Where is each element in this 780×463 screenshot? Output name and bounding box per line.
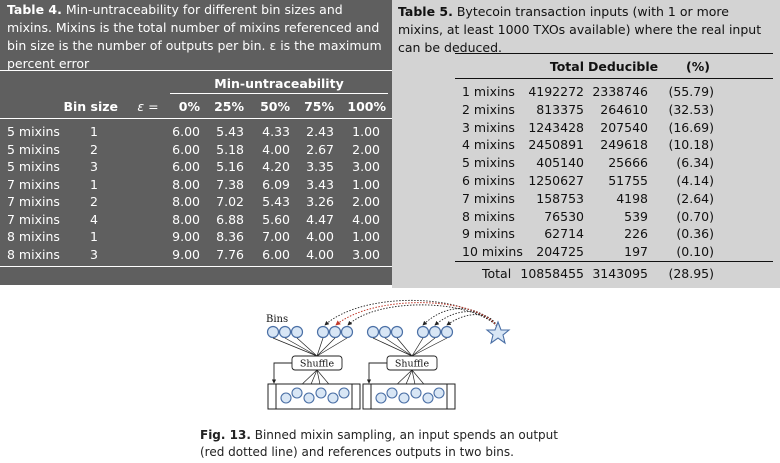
pool-output-node (304, 393, 314, 403)
row-mixins: 5 mixins (7, 124, 60, 139)
table-5-col-pct: (%) (686, 59, 710, 74)
bin-output-node (342, 327, 353, 338)
loop-line (369, 363, 387, 383)
row-val: 4.47 (306, 211, 334, 227)
total-deducible: 3143095 (592, 266, 648, 281)
reference-arc (423, 309, 497, 326)
row-deducible: 197 (624, 244, 648, 260)
row-val: 6.00 (262, 246, 290, 262)
row-label: 8 mixins (462, 208, 515, 224)
total-label: Total (482, 266, 512, 281)
row-pct: (55.79) (668, 84, 714, 99)
bin-output-node (430, 327, 441, 338)
row-deducible: 4198 (616, 190, 648, 206)
fan-line (273, 338, 317, 356)
pool-output-node (339, 388, 349, 398)
row-deducible: 2338746 (592, 84, 648, 99)
row-val: 7.76 (216, 246, 244, 262)
row-label: 2 mixins (462, 101, 515, 117)
row-total: 158753 (536, 190, 584, 206)
figure-13-caption (200, 427, 580, 461)
bin-output-node (280, 327, 291, 338)
row-deducible: 25666 (608, 155, 648, 171)
fan-line (412, 338, 435, 356)
pool-output-node (292, 388, 302, 398)
row-pct: (32.53) (668, 101, 714, 117)
total-pct: (28.95) (668, 266, 714, 281)
figure-13-diagram (262, 292, 522, 417)
reference-arc (348, 305, 497, 326)
row-mixins: 7 mixins (7, 211, 60, 227)
table-4-col-pct: 100% (347, 99, 386, 114)
shuffle-label: Shuffle (299, 358, 335, 370)
fan-line (297, 338, 317, 356)
row-pct: (2.64) (676, 190, 714, 206)
bin-output-node (292, 327, 303, 338)
row-val: 4.00 (352, 211, 380, 227)
row-val: 7.38 (216, 176, 244, 192)
pool-output-node (399, 393, 409, 403)
row-total: 204725 (536, 244, 584, 260)
row-val: 5.16 (216, 159, 244, 174)
row-total: 76530 (544, 208, 584, 224)
pool-output-node (434, 388, 444, 398)
row-val: 2.00 (352, 194, 380, 209)
row-val: 6.00 (172, 141, 200, 157)
row-label: 10 mixins (462, 244, 523, 260)
table-5-col-total: Total (549, 59, 584, 74)
bin-output-node (418, 327, 429, 338)
row-label: 3 mixins (462, 119, 515, 135)
table-4-col-pct: 0% (178, 99, 200, 114)
table-4-col-pct: 75% (304, 99, 334, 114)
row-val: 6.88 (216, 211, 244, 227)
row-mixins: 8 mixins (7, 229, 60, 244)
row-bin: 1 (90, 176, 98, 192)
pool-output-node (387, 388, 397, 398)
bins-label: Bins (266, 314, 289, 325)
row-val: 2.67 (306, 141, 334, 157)
bin-output-node (380, 327, 391, 338)
table-5-total-rule (455, 261, 773, 262)
table-4-col-pct: 50% (260, 99, 290, 114)
table-4-caption-text: Min-untraceability for different bin sizes and mixins. Mixins is the total number of mixins referenced and bin size is the number of outputs per bin. ε is the maximum percent error (7, 2, 382, 71)
shuffle-label: Shuffle (394, 358, 430, 370)
row-mixins: 8 mixins (7, 246, 60, 262)
fan-line (285, 338, 317, 356)
row-val: 4.20 (262, 159, 290, 174)
row-deducible: 249618 (600, 137, 648, 153)
row-label: 6 mixins (462, 173, 515, 188)
row-val: 3.35 (306, 159, 334, 174)
row-val: 6.00 (172, 159, 200, 174)
pool-output-node (281, 393, 291, 403)
input-star (487, 322, 509, 343)
row-bin: 4 (90, 211, 98, 227)
row-val: 2.00 (352, 141, 380, 157)
table-4-top-rule (0, 70, 392, 71)
bin-output-node (318, 327, 329, 338)
pool-output-node (376, 393, 386, 403)
row-val: 9.00 (172, 246, 200, 262)
pool-output-node (316, 388, 326, 398)
table-4-col-eps: ε = (137, 99, 159, 114)
bin-output-node (330, 327, 341, 338)
row-label: 1 mixins (462, 84, 515, 99)
row-pct: (4.14) (676, 173, 714, 188)
row-label: 9 mixins (462, 226, 515, 242)
fan-line (373, 338, 412, 356)
row-val: 9.00 (172, 229, 200, 244)
figure-13-caption-label: Fig. 13. (200, 428, 251, 442)
pool-output-node (328, 393, 338, 403)
table-4-group-header: Min-untraceability (214, 76, 344, 91)
row-total: 1250627 (528, 173, 584, 188)
row-label: 4 mixins (462, 137, 515, 153)
table-5-caption-label: Table 5. (398, 4, 453, 19)
row-total: 813375 (536, 101, 584, 117)
bin-output-node (368, 327, 379, 338)
row-total: 4192272 (528, 84, 584, 99)
bin-output-node (392, 327, 403, 338)
row-val: 3.43 (306, 176, 334, 192)
row-val: 6.09 (262, 176, 290, 192)
row-val: 6.00 (172, 124, 200, 139)
row-pct: (10.18) (668, 137, 714, 153)
row-val: 3.00 (352, 159, 380, 174)
row-deducible: 226 (624, 226, 648, 242)
fan-line (385, 338, 412, 356)
row-pct: (6.34) (676, 155, 714, 171)
row-val: 1.00 (352, 124, 380, 139)
row-mixins: 5 mixins (7, 141, 60, 157)
row-val: 4.00 (262, 141, 290, 157)
row-mixins: 7 mixins (7, 176, 60, 192)
table-4-col-pct: 25% (214, 99, 244, 114)
row-bin: 1 (90, 124, 98, 139)
bin-output-node (268, 327, 279, 338)
row-val: 8.00 (172, 194, 200, 209)
table-4-caption-label: Table 4. (7, 2, 62, 17)
row-mixins: 7 mixins (7, 194, 60, 209)
row-total: 405140 (536, 155, 584, 171)
row-val: 4.00 (306, 246, 334, 262)
row-pct: (16.69) (668, 119, 714, 135)
row-label: 7 mixins (462, 190, 515, 206)
row-bin: 1 (90, 229, 98, 244)
row-mixins: 5 mixins (7, 159, 60, 174)
table-5-top-rule (455, 53, 773, 54)
row-bin: 3 (90, 246, 98, 262)
figure-13-caption-text: Binned mixin sampling, an input spends an output (red dotted line) and references outputs in two bins. (200, 428, 558, 459)
row-val: 5.60 (262, 211, 290, 227)
row-val: 4.00 (306, 229, 334, 244)
pool-output-node (423, 393, 433, 403)
row-deducible: 264610 (600, 101, 648, 117)
table-4-group-rule (170, 93, 388, 94)
table-4-bottom-rule (0, 266, 392, 267)
row-val: 8.36 (216, 229, 244, 244)
row-val: 5.43 (216, 124, 244, 139)
row-val: 5.18 (216, 141, 244, 157)
table-5-col-deducible: Deducible (588, 59, 659, 74)
table-5-panel (392, 0, 780, 288)
row-val: 3.26 (306, 194, 334, 209)
table-4-panel (0, 0, 392, 285)
pool-output-node (411, 388, 421, 398)
row-total: 2450891 (528, 137, 584, 153)
row-bin: 3 (90, 159, 98, 174)
table-4-header-rule (0, 118, 392, 119)
row-label: 5 mixins (462, 155, 515, 171)
table-4-col-binsize: Bin size (63, 99, 118, 114)
row-val: 4.33 (262, 124, 290, 139)
row-val: 5.43 (262, 194, 290, 209)
loop-line (274, 363, 292, 383)
row-val: 7.00 (262, 229, 290, 244)
reference-arc (435, 312, 497, 326)
row-val: 8.00 (172, 176, 200, 192)
total-total: 10858455 (520, 266, 584, 281)
row-val: 7.02 (216, 194, 244, 209)
row-pct: (0.70) (676, 208, 714, 224)
row-val: 1.00 (352, 229, 380, 244)
row-total: 62714 (544, 226, 584, 242)
row-val: 1.00 (352, 176, 380, 192)
row-deducible: 207540 (600, 119, 648, 135)
row-pct: (0.10) (676, 244, 714, 260)
table-4-caption (7, 1, 387, 73)
row-bin: 2 (90, 141, 98, 157)
table-5-caption-text: Bytecoin transaction inputs (with 1 or more mixins, at least 1000 TXOs available) where the real input can be deduced. (398, 4, 762, 55)
row-deducible: 51755 (608, 173, 648, 188)
row-bin: 2 (90, 194, 98, 209)
row-val: 8.00 (172, 211, 200, 227)
row-val: 3.00 (352, 246, 380, 262)
table-5-header-rule (455, 78, 773, 79)
bin-output-node (442, 327, 453, 338)
row-pct: (0.36) (676, 226, 714, 242)
row-val: 2.43 (306, 124, 334, 139)
table-5-caption (398, 3, 776, 57)
row-deducible: 539 (624, 208, 648, 224)
fan-line (397, 338, 412, 356)
row-total: 1243428 (528, 119, 584, 135)
